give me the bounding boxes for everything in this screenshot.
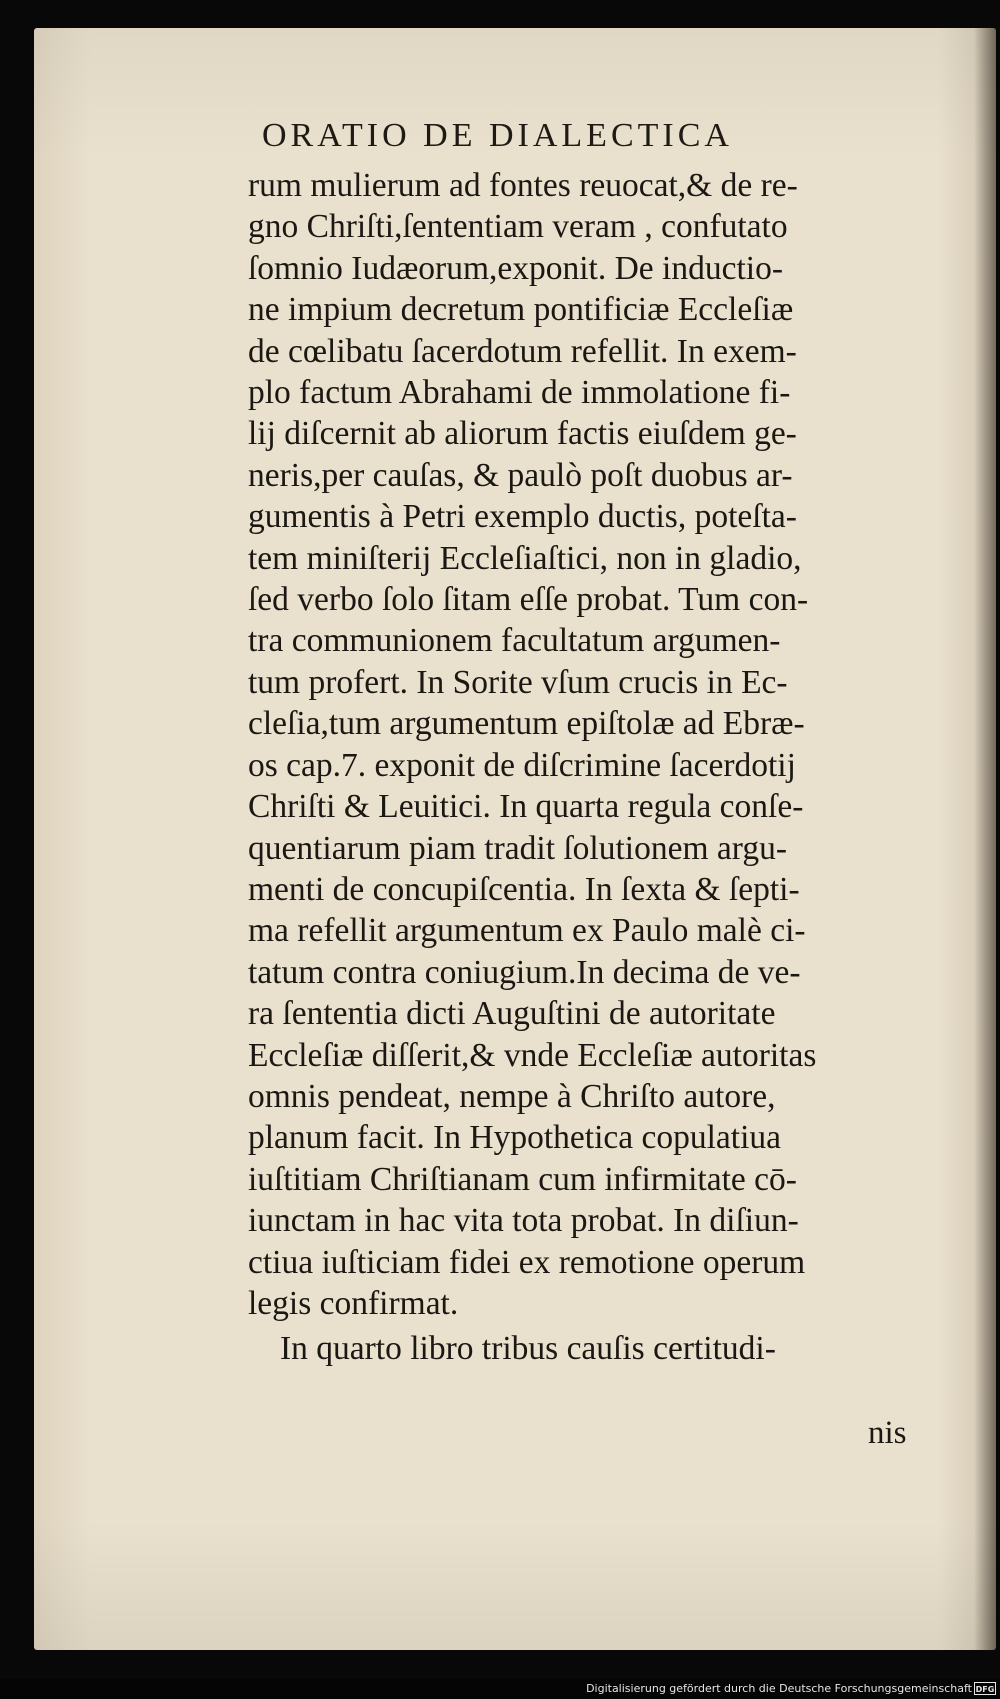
text-line: Chriſti & Leuitici. In quarta regula conſe- bbox=[248, 788, 804, 826]
running-head: ORATIO DE DIALECTICA bbox=[262, 117, 733, 154]
text-line: legis confirmat. bbox=[248, 1284, 459, 1322]
text-line: ma refellit argumentum ex Paulo malè ci- bbox=[248, 912, 806, 950]
text-line: omnis pendeat, nempe à Chriſto autore, bbox=[248, 1077, 776, 1115]
text-line: gno Chriſti,ſententiam veram , confutato bbox=[248, 208, 788, 246]
text-line: plo factum Abrahami de immolatione fi- bbox=[248, 374, 791, 412]
digitization-credit: Digitalisierung gefördert durch die Deutsche Forschungsgemeinschaft bbox=[586, 1682, 972, 1695]
text-line: iuſtitiam Chriſtianam cum infirmitate cō- bbox=[248, 1160, 797, 1198]
text-line: Eccleſiæ diſſerit,& vnde Eccleſiæ autoritas bbox=[248, 1036, 817, 1074]
page-body-text bbox=[248, 165, 928, 1370]
text-line: cleſia,tum argumentum epiſtolæ ad Ebræ- bbox=[248, 705, 805, 743]
text-line: ra ſententia dicti Auguſtini de autoritate bbox=[248, 995, 776, 1033]
text-line: de cœlibatu ſacerdotum refellit. In exem- bbox=[248, 332, 797, 370]
page-edge-shadow bbox=[974, 28, 996, 1650]
text-line: neris,per cauſas, & paulò poſt duobus ar- bbox=[248, 456, 793, 494]
text-line: ctiua iuſticiam fidei ex remotione operum bbox=[248, 1243, 806, 1281]
text-line: iunctam in hac vita tota probat. In diſiun- bbox=[248, 1202, 799, 1240]
text-line: tum profert. In Sorite vſum crucis in Ec- bbox=[248, 663, 788, 701]
text-line: ne impium decretum pontificiæ Eccleſiæ bbox=[248, 291, 794, 329]
text-line: quentiarum piam tradit ſolutionem argu- bbox=[248, 829, 787, 867]
paragraph-start-line: In quarto libro tribus cauſis certitudi- bbox=[280, 1330, 776, 1368]
text-line: tatum contra coniugium.In decima de ve- bbox=[248, 953, 801, 991]
text-line: rum mulierum ad fontes reuocat,& de re- bbox=[248, 167, 798, 204]
text-line: lij diſcernit ab aliorum factis eiuſdem ge- bbox=[248, 415, 797, 453]
text-line: menti de concupiſcentia. In ſexta & ſepti- bbox=[248, 870, 800, 908]
text-line: planum facit. In Hypothetica copulatiua bbox=[248, 1119, 782, 1157]
text-line: tra communionem facultatum argumen- bbox=[248, 622, 781, 660]
text-line: gumentis à Petri exemplo ductis, poteſta- bbox=[248, 498, 797, 536]
text-line: ſed verbo ſolo ſitam eſſe probat. Tum con- bbox=[248, 581, 809, 619]
text-line: tem miniſterij Eccleſiaſtici, non in gladio, bbox=[248, 539, 802, 577]
catchword: nis bbox=[868, 1415, 907, 1451]
dfg-logo: DFG bbox=[974, 1682, 996, 1695]
text-line: os cap.7. exponit de diſcrimine ſacerdotij bbox=[248, 746, 796, 784]
text-line: ſomnio Iudæorum,exponit. De inductio- bbox=[248, 249, 784, 287]
